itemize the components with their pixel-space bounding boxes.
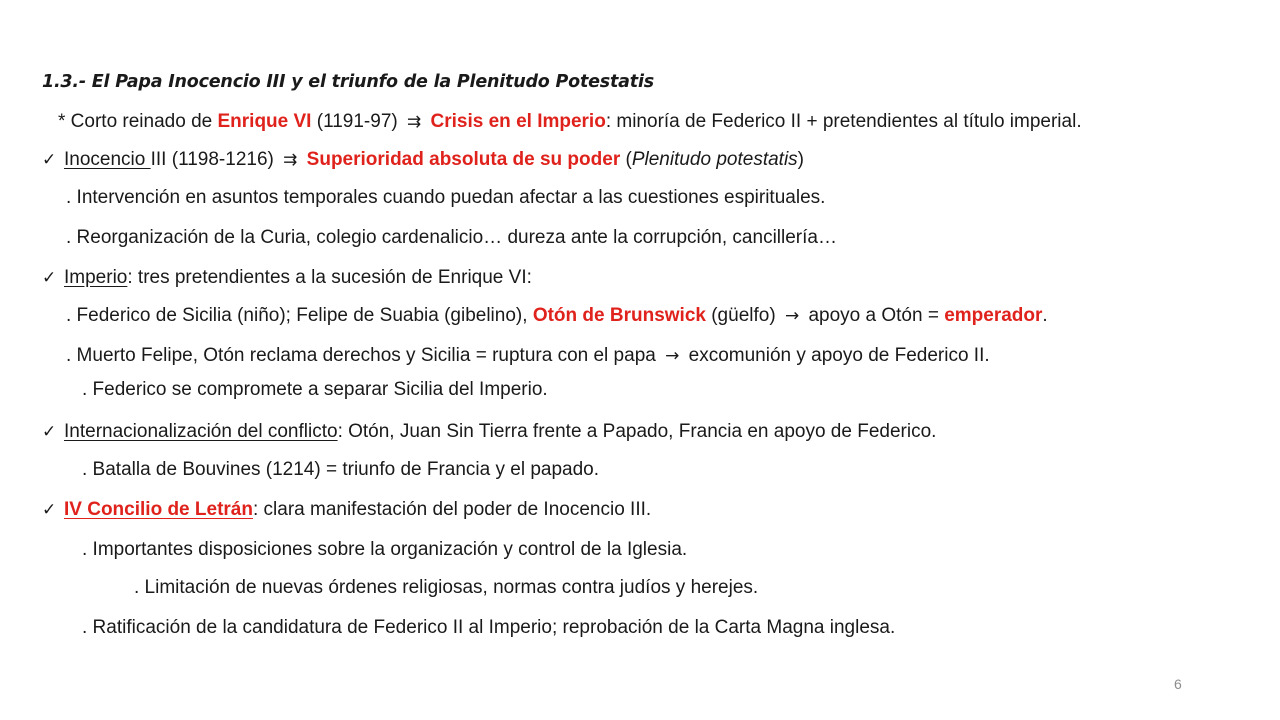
sub-reorganizacion: . Reorganización de la Curia, colegio cardenalicio… dureza ante la corrupción, cancillería… <box>66 227 837 248</box>
arrow-right-icon: → <box>784 306 800 326</box>
double-arrow-icon: ⇉ <box>283 150 298 170</box>
text: ) <box>797 149 804 170</box>
bullet-imperio <box>42 266 532 290</box>
underlined-imperio: Imperio <box>64 267 128 288</box>
bullet-inocencio <box>42 148 804 172</box>
sub-ratificacion: . Ratificación de la candidatura de Federico II al Imperio; reprobación de la Carta Magna inglesa. <box>82 617 896 638</box>
text: : clara manifestación del poder de Inocencio III. <box>252 499 652 520</box>
highlight-superioridad: Superioridad absoluta de su poder <box>301 149 621 170</box>
arrow-right-icon: → <box>665 346 680 366</box>
bullet-concilio <box>42 498 651 522</box>
highlight-enrique-vi: Enrique VI <box>217 111 312 132</box>
text: ( <box>620 149 632 170</box>
text: : Otón, Juan Sin Tierra frente a Papado, Francia en apoyo de Federico. <box>337 421 937 442</box>
text: (güelfo) <box>705 305 781 326</box>
text: . Muerto Felipe, Otón reclama derechos y Sicilia = ruptura con el papa <box>66 345 662 366</box>
underlined-inocencio: Inocencio <box>64 149 151 170</box>
text: III (1198-1216) <box>150 149 280 170</box>
sub-federico-compromete: . Federico se compromete a separar Sicilia del Imperio. <box>82 379 548 400</box>
text: excomunión y apoyo de Federico II. <box>683 345 990 366</box>
highlight-emperador: emperador <box>944 305 1043 326</box>
text: : minoría de Federico II + pretendientes al título imperial. <box>605 111 1082 132</box>
sub-muerto-felipe <box>66 344 990 368</box>
checkmark-icon: ✓ <box>42 268 57 288</box>
line-enrique-vi <box>58 110 1082 134</box>
text: . <box>1042 305 1048 326</box>
sub-limitacion: . Limitación de nuevas órdenes religiosas, normas contra judíos y herejes. <box>134 577 759 598</box>
text: * Corto reinado de <box>58 111 218 132</box>
underlined-concilio: IV Concilio de Letrán <box>64 499 253 520</box>
text: apoyo a Otón = <box>803 305 945 326</box>
checkmark-icon: ✓ <box>42 422 57 442</box>
sub-pretendientes <box>66 304 1048 328</box>
bullet-internacionalizacion <box>42 420 936 444</box>
sub-intervencion: . Intervención en asuntos temporales cuando puedan afectar a las cuestiones espirituales. <box>66 187 826 208</box>
text: . Federico de Sicilia (niño); Felipe de Suabia (gibelino), <box>66 305 533 326</box>
italic-plenitudo: Plenitudo potestatis <box>631 149 798 170</box>
underlined-internacionalizacion: Internacionalización del conflicto <box>64 421 338 442</box>
checkmark-icon: ✓ <box>42 500 57 520</box>
highlight-crisis: Crisis en el Imperio <box>425 111 606 132</box>
page-number: 6 <box>1174 676 1182 692</box>
checkmark-icon: ✓ <box>42 150 57 170</box>
highlight-oton: Otón de Brunswick <box>532 305 706 326</box>
text: : tres pretendientes a la sucesión de Enrique VI: <box>127 267 532 288</box>
sub-bouvines: . Batalla de Bouvines (1214) = triunfo de Francia y el papado. <box>82 459 600 480</box>
slide-title: 1.3.- El Papa Inocencio III y el triunfo de la Plenitudo Potestatis <box>42 72 654 92</box>
sub-disposiciones: . Importantes disposiciones sobre la organización y control de la Iglesia. <box>82 539 688 560</box>
text: (1191-97) <box>311 111 403 132</box>
double-arrow-icon: ⇉ <box>407 112 422 132</box>
